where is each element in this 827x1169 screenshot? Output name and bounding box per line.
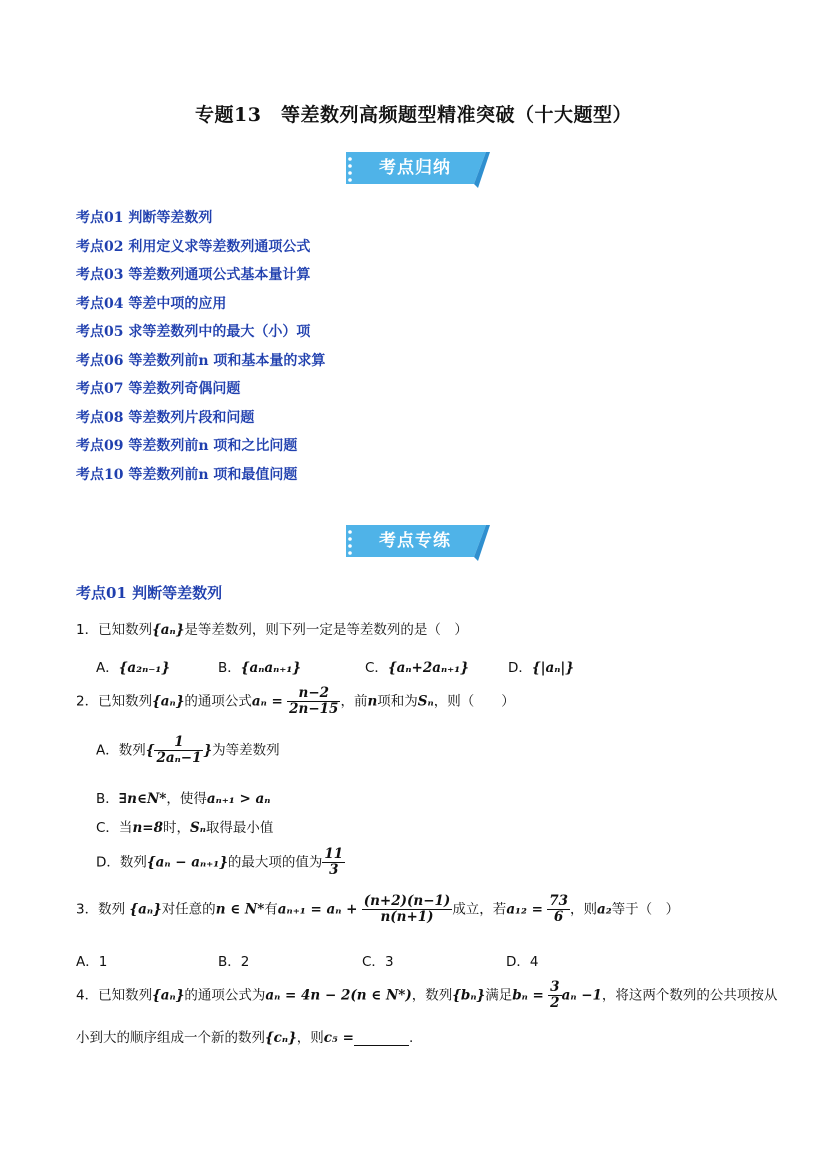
q1-option-a[interactable]: A．{a₂ₙ₋₁} [96,660,170,676]
toc-item[interactable]: 考点02 利用定义求等差数列通项公式 [76,238,311,255]
answer-blank[interactable] [354,1031,409,1046]
toc-item[interactable]: 考点10 等差数列前n 项和最值问题 [76,466,298,483]
toc-item[interactable]: 考点06 等差数列前n 项和基本量的求算 [76,352,326,369]
q3-option-a[interactable]: A．1 [76,954,108,970]
banner-label: 考点专练 [379,531,451,551]
q1-option-b[interactable]: B．{aₙaₙ₊₁} [218,660,302,676]
q1-option-d[interactable]: D．{|aₙ|} [508,660,575,676]
question-4-line2: 小到大的顺序组成一个新的数列{cₙ}，则c₅ = . [76,1030,414,1046]
section-heading: 考点01 判断等差数列 [76,584,223,602]
toc-list [76,206,325,491]
question-1: 1．已知数列{aₙ}是等差数列，则下列一定是等差数列的是（ ） [76,622,468,638]
banner-kaodian-zhuanlian [340,523,490,563]
q3-option-d[interactable]: D．4 [506,954,539,970]
toc-item[interactable]: 考点05 求等差数列中的最大（小）项 [76,324,311,340]
q2-option-a[interactable]: A．数列{ $\frac{1}{\text{2aₙ−1}}$ }为等差数列 [96,734,280,766]
q2-option-b[interactable]: B．∃n∈N*，使得aₙ₊₁ > aₙ [96,791,271,807]
q3-option-b[interactable]: B．2 [218,954,250,970]
toc-item[interactable]: 考点04 等差中项的应用 [76,295,227,312]
q2-option-d[interactable]: D．数列{aₙ − aₙ₊₁}的最大项的值为 $\frac{11}{3}$ [96,846,344,878]
question-2: 2．已知数列{aₙ}的通项公式aₙ = $\frac{n-2}{2n-15}$ ，前n项和为Sₙ，则（ ） [76,685,515,717]
question-3: 3．数列 {aₙ}对任意的n ∈ N*有aₙ₊₁ = aₙ + $\frac{(n+2)(n-1)}{n(n+1)}$ 成立，若a₁₂ = $\frac{73}{6}$ ，则a₂等于（ ） [76,893,680,925]
toc-item[interactable]: 考点01 判断等差数列 [76,210,213,226]
toc-item[interactable]: 考点08 等差数列片段和问题 [76,409,255,426]
q2-option-c[interactable]: C．当n=8时，Sₙ取得最小值 [96,820,274,836]
banner-label: 考点归纳 [379,158,451,178]
fraction: $\frac{n-2}{2n-15}$ [289,685,339,717]
toc-item[interactable]: 考点09 等差数列前n 项和之比问题 [76,438,298,454]
toc-item[interactable]: 考点07 等差数列奇偶问题 [76,381,241,397]
question-4: 4．已知数列{aₙ}的通项公式为aₙ = 4n − 2(n ∈ N*)，数列{bₙ}满足bₙ = $\frac{3}{2}$ aₙ −1，将这两个数列的公共项按从 [76,979,778,1011]
q3-option-c[interactable]: C．3 [362,954,394,970]
banner-kaodian-guina [340,150,490,190]
toc-item[interactable]: 考点03 等差数列通项公式基本量计算 [76,267,311,283]
q1-option-c[interactable]: C．{aₙ+2aₙ₊₁} [365,660,469,676]
page-title: 专题13 等差数列高频题型精准突破（十大题型） [195,104,632,126]
